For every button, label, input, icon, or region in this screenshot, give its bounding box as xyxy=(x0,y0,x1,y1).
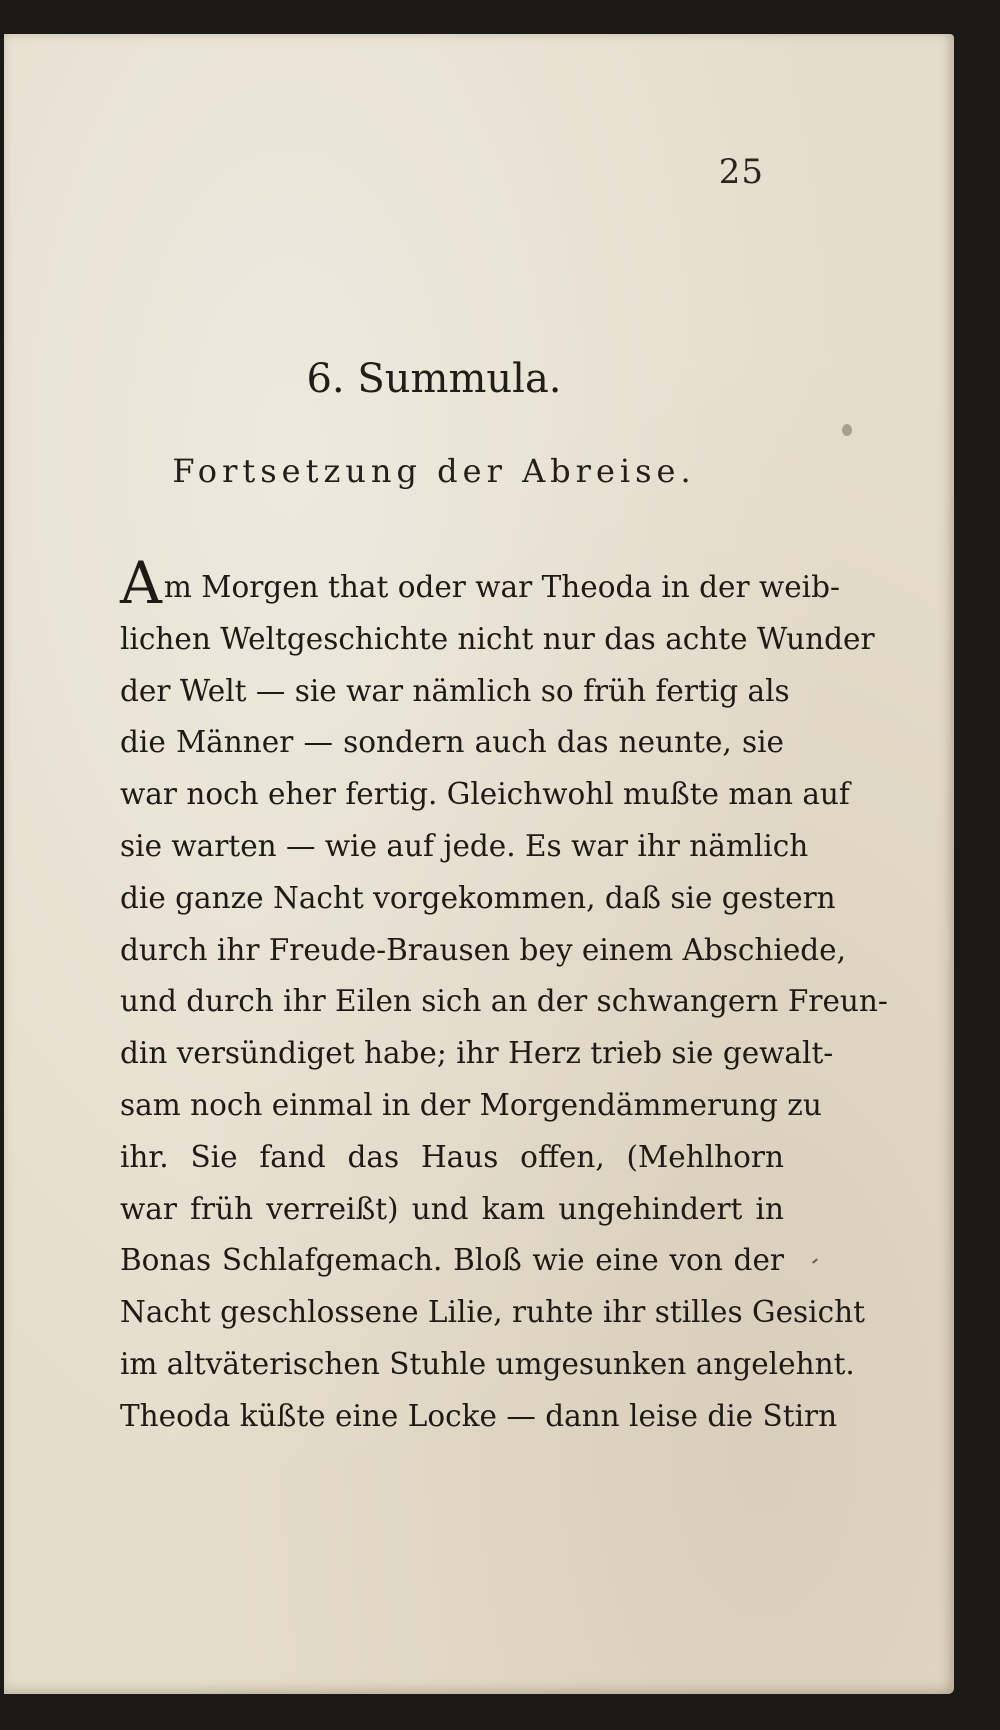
text-line: im altväterischen Stuhle umgesunken angelehnt. xyxy=(120,1346,855,1381)
text-line: ihr. Sie fand das Haus offen, (Mehlhorn xyxy=(120,1139,784,1174)
text-line: die Männer — sondern auch das neunte, sie xyxy=(120,725,784,760)
body-text xyxy=(120,549,888,1443)
book-page xyxy=(4,34,954,1694)
chapter-subtitle: Fortsetzung der Abreise. xyxy=(172,452,696,490)
text-line: war früh verreißt) und kam ungehindert in xyxy=(120,1191,784,1226)
page-number: 25 xyxy=(718,152,764,192)
text-line: die ganze Nacht vorgekommen, daß sie gestern xyxy=(120,880,836,915)
chapter-title: 6. Summula. xyxy=(306,356,562,402)
text-line xyxy=(120,549,840,617)
text-line-content: m Morgen that oder war Theoda in der weib- xyxy=(163,570,840,604)
text-line: din versündiget habe; ihr Herz trieb sie gewalt- xyxy=(120,1036,834,1071)
paper-speck xyxy=(842,424,852,436)
drop-initial: A xyxy=(120,549,162,617)
text-line: sam noch einmal in der Morgendämmerung zu xyxy=(120,1087,822,1122)
text-line: durch ihr Freude-Brausen bey einem Abschiede, xyxy=(120,932,847,967)
text-line: Nacht geschlossene Lilie, ruhte ihr stilles Gesicht xyxy=(120,1295,865,1330)
text-line: sie warten — wie auf jede. Es war ihr nämlich xyxy=(120,828,809,863)
text-line: der Welt — sie war nämlich so früh fertig als xyxy=(120,673,790,708)
text-line: Bonas Schlafgemach. Bloß wie eine von der xyxy=(120,1243,784,1278)
text-line: und durch ihr Eilen sich an der schwangern Freun- xyxy=(120,984,888,1019)
text-line: lichen Weltgeschichte nicht nur das achte Wunder xyxy=(120,621,875,656)
text-line: Theoda küßte eine Locke — dann leise die Stirn xyxy=(120,1398,838,1433)
ink-mark xyxy=(812,1258,818,1263)
text-line: war noch eher fertig. Gleichwohl mußte man auf xyxy=(120,777,850,812)
